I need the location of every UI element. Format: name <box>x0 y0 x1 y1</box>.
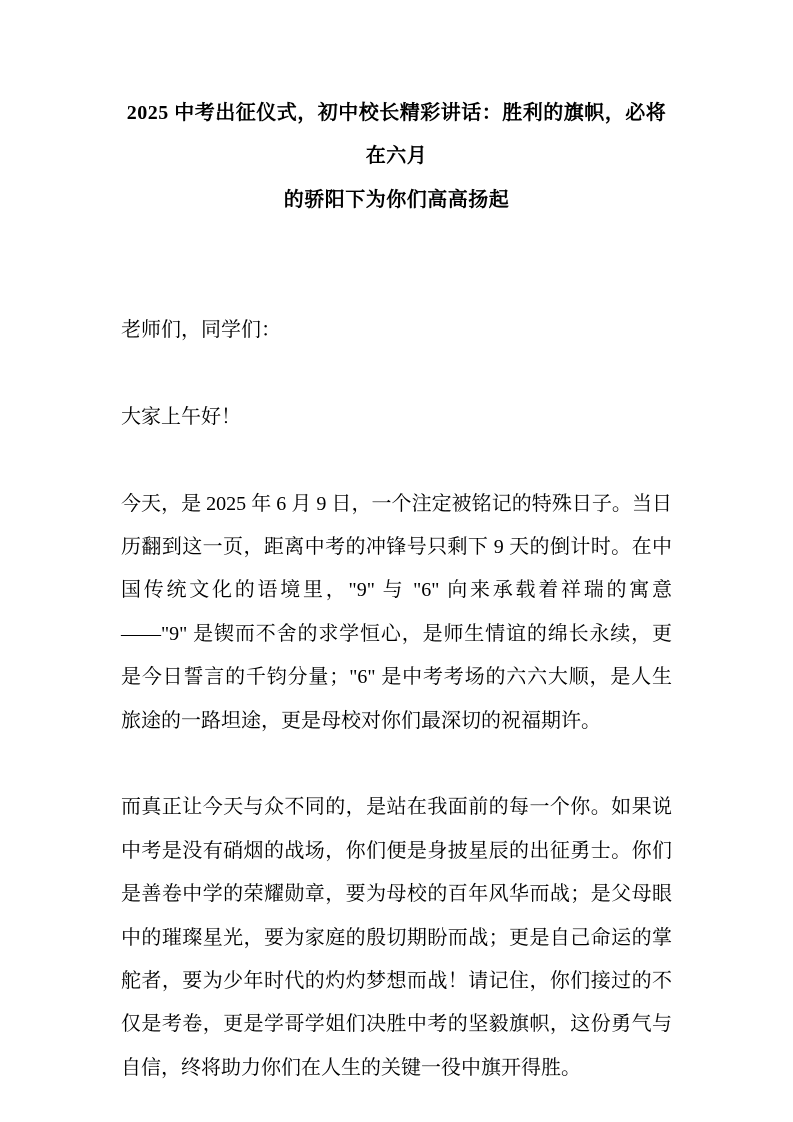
paragraph-salutation: 老师们，同学们： <box>121 319 281 342</box>
title-line-2: 的骄阳下为你们高高扬起 <box>283 188 510 211</box>
paragraph-greeting: 大家上午好！ <box>121 405 241 428</box>
document-title <box>121 92 672 222</box>
paragraph-body-2: 而真正让今天与众不同的，是站在我面前的每一个你。如果说中考是没有硝烟的战场，你们便是身披星辰的出征勇士。你们是善卷中学的荣耀勋章，要为母校的百年风华而战；是父母眼中的璀璨星光，要为家庭的殷切期盼而战；更是自己命运的掌舵者，要为少年时代的灼灼梦想而战！请记住，你们接过的不仅是考卷，更是学哥学姐们决胜中考的坚毅旗帜，这份勇气与自信，终将助力你们在人生的关键一役中旗开得胜。 <box>121 796 672 1079</box>
paragraph-body-1: 今天，是 2025 年 6 月 9 日，一个注定被铭记的特殊日子。当日历翻到这一页，距离中考的冲锋号只剩下 9 天的倒计时。在中国传统文化的语境里，"9" 与 "6" 向来承载着祥瑞的寓意 ——"9" 是锲而不舍的求学恒心，是师生情谊的绵长永续，更是今日誓言的千钧分量；"6" 是中考考场的六六大顺，是人生旅途的一路坦途，更是母校对你们最深切的祝福期许。 <box>121 492 672 732</box>
title-line-1: 2025 中考出征仪式，初中校长精彩讲话：胜利的旗帜，必将在六月 <box>126 102 667 168</box>
